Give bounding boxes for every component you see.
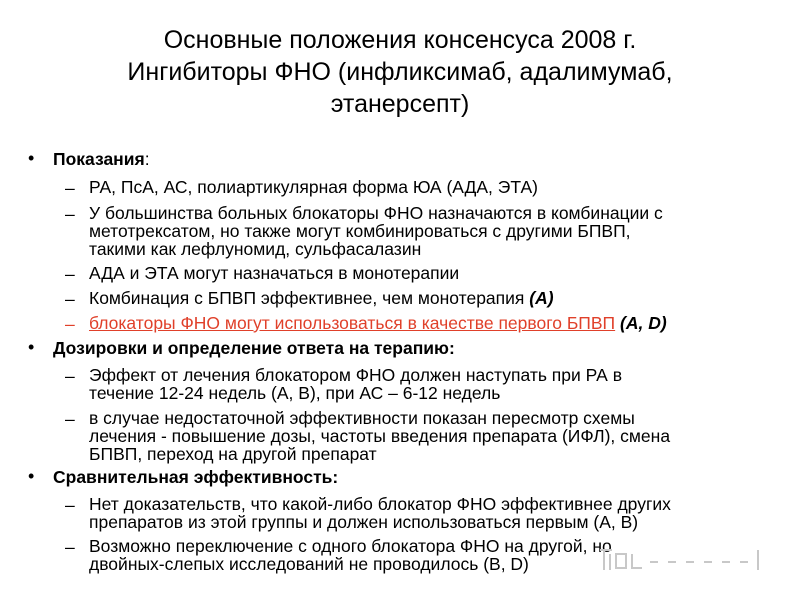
list-item-line: БПВП, переход на другой препарат (89, 444, 377, 464)
list-item-line: метотрексатом, но также могут комбинироваться с другими БПВП, (89, 221, 631, 241)
list-item (89, 314, 667, 333)
list-item-line: лечения - повышение дозы, частоты введения препарата (ИФЛ), смена (89, 426, 671, 446)
title-line-3: этанерсепт) (330, 90, 470, 118)
section-heading-indications: Показания: (53, 149, 150, 169)
dash-marker: – (65, 204, 75, 224)
bullet-marker: • (28, 337, 35, 357)
list-item-line: У большинства больных блокаторы ФНО назначаются в комбинации с (89, 203, 663, 223)
dash-marker: – (65, 366, 75, 386)
title-line-1: Основные положения консенсуса 2008 г. (163, 26, 637, 54)
dash-marker: – (65, 537, 75, 557)
section-heading-comparative: Сравнительная эффективность: (53, 467, 339, 487)
dash-marker: – (65, 178, 75, 198)
evidence-level: (А) (529, 288, 554, 308)
first-dmard-link[interactable]: блокаторы ФНО могут использоваться в качестве первого БПВП (89, 313, 616, 333)
dash-marker: – (65, 289, 75, 309)
list-item: Комбинация с БПВП эффективнее, чем монотерапия (А) (89, 288, 554, 308)
list-item-line: Возможно переключение с одного блокатора ФНО на другой, но (89, 536, 612, 556)
dash-marker: – (65, 264, 75, 284)
evidence-level: (А, D) (620, 313, 667, 333)
dash-marker: – (65, 409, 75, 429)
dash-marker: – (65, 314, 75, 334)
bullet-marker: • (28, 466, 35, 486)
list-item-line: Нет доказательств, что какой-либо блокатор ФНО эффективнее других (89, 494, 671, 514)
list-item-line: препаратов из этой группы и должен использоваться первым (А, В) (89, 512, 639, 532)
list-item-line: течение 12-24 недель (А, В), при АС – 6-12 недель (89, 383, 501, 403)
list-item-line: такими как лефлуномид, сульфасалазин (89, 239, 422, 259)
list-item: АДА и ЭТА могут назначаться в монотерапии (89, 263, 460, 283)
title-line-2: Ингибиторы ФНО (инфликсимаб, адалимумаб, (127, 58, 673, 86)
list-item: РА, ПсА, АС, полиартикулярная форма ЮА (АДА, ЭТА) (89, 177, 538, 197)
watermark-logo (598, 544, 770, 574)
section-heading-dosage: Дозировки и определение ответа на терапию: (53, 338, 455, 358)
bullet-marker: • (28, 148, 35, 168)
list-item-line: в случае недостаточной эффективности показан пересмотр схемы (89, 408, 635, 428)
list-item-line: двойных-слепых исследований не проводилось (В, D) (89, 554, 529, 574)
list-item-line: Эффект от лечения блокатором ФНО должен наступать при РА в (89, 365, 622, 385)
dash-marker: – (65, 495, 75, 515)
